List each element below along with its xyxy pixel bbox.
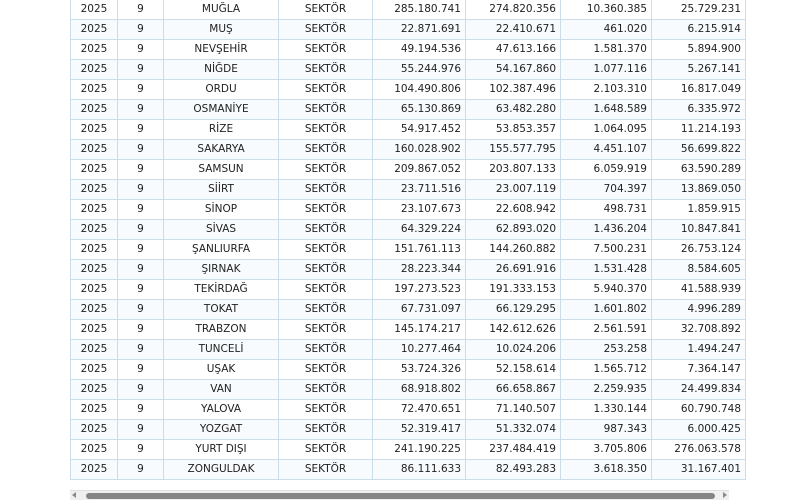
- cell-month: 9: [118, 320, 164, 340]
- cell-year: 2025: [71, 260, 118, 280]
- cell-value-3: 2.259.935: [561, 380, 652, 400]
- cell-value-2: 155.577.795: [466, 140, 561, 160]
- data-table-container: [70, 0, 741, 490]
- cell-value-1: 104.490.806: [373, 80, 466, 100]
- cell-value-2: 142.612.626: [466, 320, 561, 340]
- cell-value-1: 10.277.464: [373, 340, 466, 360]
- cell-month: 9: [118, 200, 164, 220]
- cell-value-2: 203.807.133: [466, 160, 561, 180]
- cell-value-3: 704.397: [561, 180, 652, 200]
- cell-year: 2025: [71, 120, 118, 140]
- cell-month: 9: [118, 60, 164, 80]
- cell-value-3: 1.601.802: [561, 300, 652, 320]
- cell-value-3: 10.360.385: [561, 0, 652, 20]
- cell-value-4: 63.590.289: [652, 160, 746, 180]
- cell-city: TRABZON: [164, 320, 279, 340]
- cell-type: SEKTÖR: [279, 300, 373, 320]
- scrollbar-thumb[interactable]: [86, 493, 715, 499]
- cell-type: SEKTÖR: [279, 80, 373, 100]
- cell-city: NİĞDE: [164, 60, 279, 80]
- cell-value-1: 55.244.976: [373, 60, 466, 80]
- table-row[interactable]: [71, 60, 746, 80]
- cell-year: 2025: [71, 240, 118, 260]
- cell-value-4: 5.267.141: [652, 60, 746, 80]
- cell-city: ŞANLIURFA: [164, 240, 279, 260]
- cell-value-1: 53.724.326: [373, 360, 466, 380]
- cell-year: 2025: [71, 160, 118, 180]
- cell-value-4: 5.894.900: [652, 40, 746, 60]
- cell-value-3: 3.705.806: [561, 440, 652, 460]
- table-row[interactable]: [71, 400, 746, 420]
- cell-city: SİİRT: [164, 180, 279, 200]
- cell-value-1: 86.111.633: [373, 460, 466, 480]
- cell-value-2: 26.691.916: [466, 260, 561, 280]
- cell-value-1: 241.190.225: [373, 440, 466, 460]
- cell-value-4: 1.859.915: [652, 200, 746, 220]
- cell-type: SEKTÖR: [279, 0, 373, 20]
- table-row[interactable]: [71, 260, 746, 280]
- cell-value-1: 22.871.691: [373, 20, 466, 40]
- cell-type: SEKTÖR: [279, 280, 373, 300]
- cell-value-3: 1.077.116: [561, 60, 652, 80]
- cell-value-3: 2.103.310: [561, 80, 652, 100]
- table-row[interactable]: [71, 0, 746, 20]
- cell-value-1: 72.470.651: [373, 400, 466, 420]
- cell-value-3: 987.343: [561, 420, 652, 440]
- cell-city: YALOVA: [164, 400, 279, 420]
- cell-value-2: 10.024.206: [466, 340, 561, 360]
- cell-value-4: 4.996.289: [652, 300, 746, 320]
- cell-month: 9: [118, 460, 164, 480]
- table-row[interactable]: [71, 420, 746, 440]
- cell-value-4: 60.790.748: [652, 400, 746, 420]
- cell-city: RİZE: [164, 120, 279, 140]
- cell-value-3: 3.618.350: [561, 460, 652, 480]
- cell-city: ORDU: [164, 80, 279, 100]
- cell-value-4: 6.335.972: [652, 100, 746, 120]
- cell-value-3: 1.531.428: [561, 260, 652, 280]
- cell-value-1: 67.731.097: [373, 300, 466, 320]
- cell-value-3: 1.565.712: [561, 360, 652, 380]
- table-row[interactable]: [71, 40, 746, 60]
- cell-year: 2025: [71, 280, 118, 300]
- cell-year: 2025: [71, 340, 118, 360]
- cell-value-3: 5.940.370: [561, 280, 652, 300]
- cell-type: SEKTÖR: [279, 460, 373, 480]
- cell-year: 2025: [71, 420, 118, 440]
- cell-month: 9: [118, 0, 164, 20]
- cell-city: MUŞ: [164, 20, 279, 40]
- cell-value-4: 6.215.914: [652, 20, 746, 40]
- cell-city: SAMSUN: [164, 160, 279, 180]
- cell-year: 2025: [71, 100, 118, 120]
- cell-value-2: 51.332.074: [466, 420, 561, 440]
- cell-year: 2025: [71, 380, 118, 400]
- cell-type: SEKTÖR: [279, 320, 373, 340]
- cell-year: 2025: [71, 300, 118, 320]
- cell-value-1: 23.107.673: [373, 200, 466, 220]
- cell-year: 2025: [71, 460, 118, 480]
- cell-city: OSMANİYE: [164, 100, 279, 120]
- cell-value-2: 102.387.496: [466, 80, 561, 100]
- cell-type: SEKTÖR: [279, 60, 373, 80]
- table-row[interactable]: [71, 340, 746, 360]
- cell-city: MUĞLA: [164, 0, 279, 20]
- cell-value-4: 16.817.049: [652, 80, 746, 100]
- cell-year: 2025: [71, 180, 118, 200]
- table-row[interactable]: [71, 20, 746, 40]
- cell-value-3: 4.451.107: [561, 140, 652, 160]
- cell-value-4: 32.708.892: [652, 320, 746, 340]
- cell-value-2: 52.158.614: [466, 360, 561, 380]
- cell-value-4: 56.699.822: [652, 140, 746, 160]
- cell-year: 2025: [71, 220, 118, 240]
- table-row[interactable]: [71, 100, 746, 120]
- cell-type: SEKTÖR: [279, 120, 373, 140]
- cell-value-1: 285.180.741: [373, 0, 466, 20]
- cell-value-3: 6.059.919: [561, 160, 652, 180]
- cell-month: 9: [118, 360, 164, 380]
- cell-type: SEKTÖR: [279, 100, 373, 120]
- table-row[interactable]: [71, 120, 746, 140]
- cell-value-2: 53.853.357: [466, 120, 561, 140]
- cell-month: 9: [118, 80, 164, 100]
- cell-year: 2025: [71, 40, 118, 60]
- cell-value-2: 22.410.671: [466, 20, 561, 40]
- cell-year: 2025: [71, 200, 118, 220]
- table-row[interactable]: [71, 440, 746, 460]
- table-row[interactable]: [71, 200, 746, 220]
- cell-year: 2025: [71, 360, 118, 380]
- cell-type: SEKTÖR: [279, 180, 373, 200]
- cell-value-1: 52.319.417: [373, 420, 466, 440]
- cell-year: 2025: [71, 80, 118, 100]
- cell-value-4: 13.869.050: [652, 180, 746, 200]
- cell-value-3: 1.648.589: [561, 100, 652, 120]
- cell-type: SEKTÖR: [279, 340, 373, 360]
- cell-type: SEKTÖR: [279, 160, 373, 180]
- cell-year: 2025: [71, 20, 118, 40]
- cell-value-1: 160.028.902: [373, 140, 466, 160]
- cell-month: 9: [118, 280, 164, 300]
- cell-value-4: 11.214.193: [652, 120, 746, 140]
- cell-city: NEVŞEHİR: [164, 40, 279, 60]
- cell-month: 9: [118, 300, 164, 320]
- cell-value-2: 62.893.020: [466, 220, 561, 240]
- data-table: [70, 0, 746, 480]
- cell-value-4: 1.494.247: [652, 340, 746, 360]
- horizontal-scrollbar[interactable]: [70, 490, 729, 500]
- cell-value-1: 64.329.224: [373, 220, 466, 240]
- cell-type: SEKTÖR: [279, 420, 373, 440]
- cell-month: 9: [118, 440, 164, 460]
- cell-value-4: 26.753.124: [652, 240, 746, 260]
- cell-type: SEKTÖR: [279, 360, 373, 380]
- cell-year: 2025: [71, 320, 118, 340]
- cell-city: TOKAT: [164, 300, 279, 320]
- cell-value-3: 1.064.095: [561, 120, 652, 140]
- cell-city: TEKİRDAĞ: [164, 280, 279, 300]
- cell-value-3: 2.561.591: [561, 320, 652, 340]
- table-row[interactable]: [71, 280, 746, 300]
- cell-value-2: 191.333.153: [466, 280, 561, 300]
- cell-value-2: 66.129.295: [466, 300, 561, 320]
- cell-type: SEKTÖR: [279, 200, 373, 220]
- cell-value-3: 1.581.370: [561, 40, 652, 60]
- cell-month: 9: [118, 240, 164, 260]
- cell-value-2: 71.140.507: [466, 400, 561, 420]
- cell-value-2: 237.484.419: [466, 440, 561, 460]
- table-row[interactable]: [71, 360, 746, 380]
- table-row[interactable]: [71, 140, 746, 160]
- cell-value-4: 41.588.939: [652, 280, 746, 300]
- cell-value-1: 65.130.869: [373, 100, 466, 120]
- cell-value-3: 1.330.144: [561, 400, 652, 420]
- cell-value-2: 23.007.119: [466, 180, 561, 200]
- cell-value-2: 54.167.860: [466, 60, 561, 80]
- table-row[interactable]: [71, 240, 746, 260]
- cell-city: UŞAK: [164, 360, 279, 380]
- table-row[interactable]: [71, 300, 746, 320]
- cell-type: SEKTÖR: [279, 440, 373, 460]
- scroll-left-arrow-icon[interactable]: [72, 492, 76, 498]
- cell-value-1: 28.223.344: [373, 260, 466, 280]
- cell-city: ŞIRNAK: [164, 260, 279, 280]
- cell-month: 9: [118, 120, 164, 140]
- cell-year: 2025: [71, 60, 118, 80]
- table-row[interactable]: [71, 180, 746, 200]
- cell-value-3: 253.258: [561, 340, 652, 360]
- cell-value-2: 47.613.166: [466, 40, 561, 60]
- cell-type: SEKTÖR: [279, 140, 373, 160]
- cell-month: 9: [118, 340, 164, 360]
- cell-year: 2025: [71, 440, 118, 460]
- cell-value-4: 6.000.425: [652, 420, 746, 440]
- cell-year: 2025: [71, 140, 118, 160]
- scroll-right-arrow-icon[interactable]: [723, 492, 727, 498]
- cell-value-1: 23.711.516: [373, 180, 466, 200]
- cell-month: 9: [118, 380, 164, 400]
- table-row[interactable]: [71, 80, 746, 100]
- cell-month: 9: [118, 100, 164, 120]
- cell-city: SİVAS: [164, 220, 279, 240]
- cell-value-3: 1.436.204: [561, 220, 652, 240]
- cell-month: 9: [118, 220, 164, 240]
- cell-value-4: 31.167.401: [652, 460, 746, 480]
- cell-year: 2025: [71, 400, 118, 420]
- table-row[interactable]: [71, 320, 746, 340]
- cell-year: 2025: [71, 0, 118, 20]
- cell-value-3: 498.731: [561, 200, 652, 220]
- cell-value-1: 49.194.536: [373, 40, 466, 60]
- cell-city: SİNOP: [164, 200, 279, 220]
- cell-value-4: 7.364.147: [652, 360, 746, 380]
- cell-month: 9: [118, 20, 164, 40]
- cell-month: 9: [118, 180, 164, 200]
- cell-value-2: 82.493.283: [466, 460, 561, 480]
- cell-value-2: 274.820.356: [466, 0, 561, 20]
- cell-value-1: 68.918.802: [373, 380, 466, 400]
- table-row[interactable]: [71, 380, 746, 400]
- table-body: [71, 0, 746, 480]
- cell-month: 9: [118, 140, 164, 160]
- cell-value-1: 197.273.523: [373, 280, 466, 300]
- cell-month: 9: [118, 40, 164, 60]
- table-row[interactable]: [71, 220, 746, 240]
- table-row[interactable]: [71, 460, 746, 480]
- cell-month: 9: [118, 160, 164, 180]
- cell-type: SEKTÖR: [279, 220, 373, 240]
- cell-value-3: 461.020: [561, 20, 652, 40]
- cell-value-4: 276.063.578: [652, 440, 746, 460]
- cell-value-4: 10.847.841: [652, 220, 746, 240]
- cell-city: TUNCELİ: [164, 340, 279, 360]
- cell-type: SEKTÖR: [279, 240, 373, 260]
- cell-value-2: 63.482.280: [466, 100, 561, 120]
- cell-value-1: 145.174.217: [373, 320, 466, 340]
- cell-type: SEKTÖR: [279, 20, 373, 40]
- cell-type: SEKTÖR: [279, 260, 373, 280]
- cell-city: VAN: [164, 380, 279, 400]
- cell-value-2: 66.658.867: [466, 380, 561, 400]
- cell-month: 9: [118, 420, 164, 440]
- cell-type: SEKTÖR: [279, 380, 373, 400]
- cell-value-4: 24.499.834: [652, 380, 746, 400]
- cell-value-2: 22.608.942: [466, 200, 561, 220]
- cell-month: 9: [118, 400, 164, 420]
- cell-city: SAKARYA: [164, 140, 279, 160]
- table-row[interactable]: [71, 160, 746, 180]
- cell-month: 9: [118, 260, 164, 280]
- cell-value-3: 7.500.231: [561, 240, 652, 260]
- cell-value-4: 8.584.605: [652, 260, 746, 280]
- cell-city: YURT DIŞI: [164, 440, 279, 460]
- cell-value-4: 25.729.231: [652, 0, 746, 20]
- cell-city: ZONGULDAK: [164, 460, 279, 480]
- cell-city: YOZGAT: [164, 420, 279, 440]
- cell-value-1: 54.917.452: [373, 120, 466, 140]
- cell-value-1: 151.761.113: [373, 240, 466, 260]
- cell-type: SEKTÖR: [279, 400, 373, 420]
- cell-type: SEKTÖR: [279, 40, 373, 60]
- cell-value-2: 144.260.882: [466, 240, 561, 260]
- cell-value-1: 209.867.052: [373, 160, 466, 180]
